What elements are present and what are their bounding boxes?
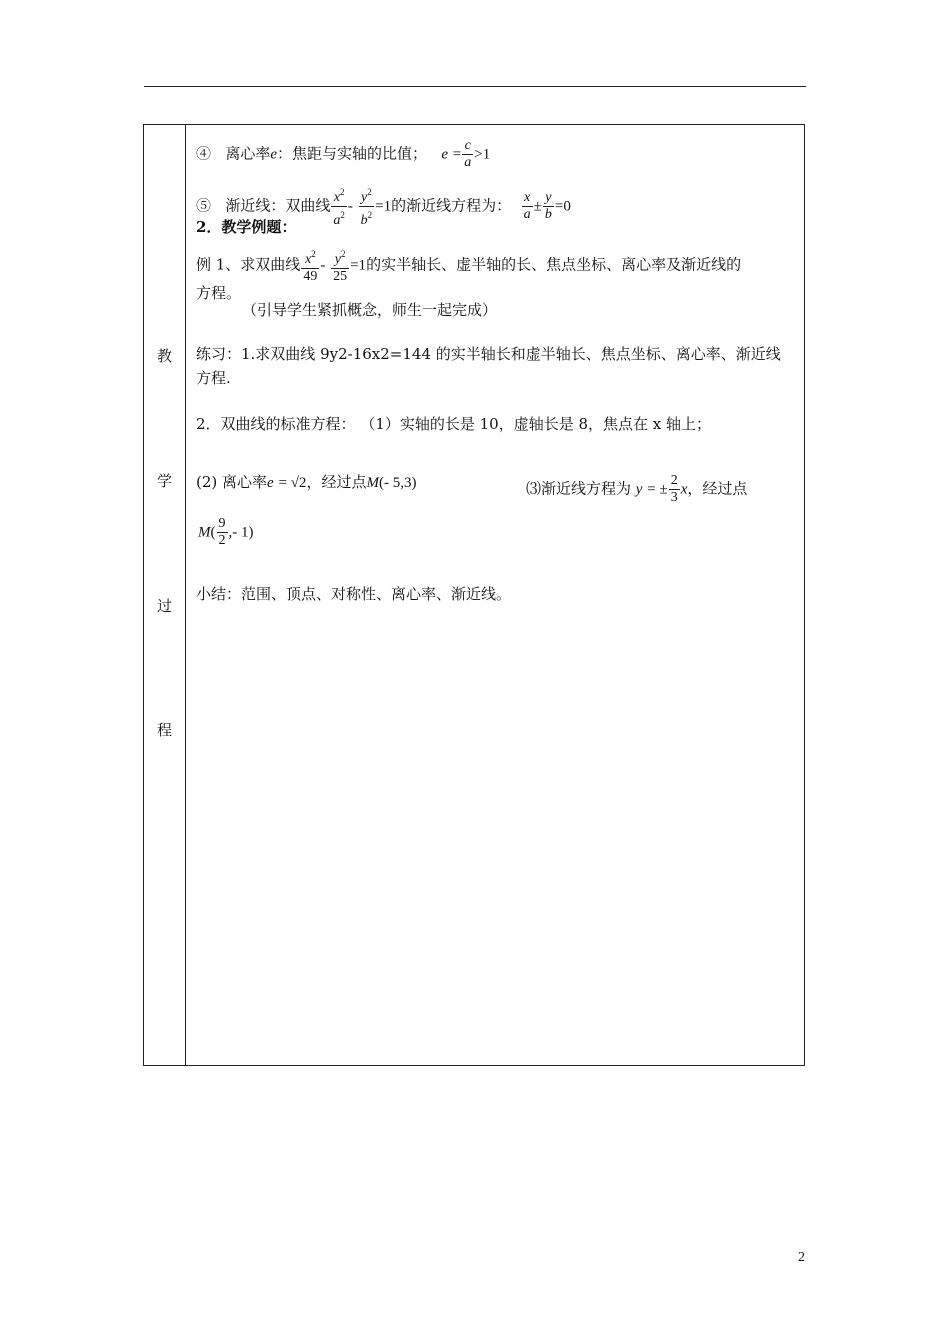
example-1-note: （引导学生紧抓概念，师生一起完成） xyxy=(242,301,498,319)
practice-2b-line: (2) 离心率e = √2，经过点M(- 5,3) xyxy=(196,473,417,491)
practice-2c-line: ⑶渐近线方程为 y = ± $\frac{2}{3}$ x，经过点 xyxy=(526,473,748,505)
side-label-char: 学 xyxy=(156,472,172,490)
side-label-char: 教 xyxy=(156,347,172,365)
examples-heading: 2．教学例题： xyxy=(196,218,297,236)
page-number: 2 xyxy=(798,1250,805,1265)
eccentricity-line: ④ 离心率e：焦距与实轴的比值； e = $\frac{c}{a}$ >1 xyxy=(196,138,491,170)
example-1-cont: 方程。 xyxy=(196,284,242,302)
side-label-char: 过 xyxy=(156,597,172,615)
practice-2c-point: M( $\frac{9}{2}$ ,- 1) xyxy=(198,516,254,548)
side-label-char: 程 xyxy=(156,721,172,739)
asymptote-line: ⑤ 渐近线：双曲线 $\frac{x^2}{a^2}$ - $\frac{y^2}{b^2}$ =1的渐近线方程为： $\frac{x}{a}$ ± $\frac{y}{b}$ =0 xyxy=(196,184,571,229)
summary-line: 小结：范围、顶点、对称性、离心率、渐近线。 xyxy=(196,585,512,603)
practice-1-cont: 方程. xyxy=(196,369,231,387)
fraction-c-over-a: $\frac{c}{a}$ xyxy=(464,138,472,170)
header-rule xyxy=(144,86,806,87)
example-1-line: 例 1、求双曲线 $\frac{x^2}{49}$ - $\frac{y^2}{25}$ =1的实半轴长、虚半轴的长、焦点坐标、离心率及渐近线的 xyxy=(196,246,741,285)
column-divider xyxy=(185,125,186,1065)
practice-1-line: 练习：1.求双曲线 9y2-16x2=144 的实半轴长和虚半轴长、焦点坐标、离心率、渐近线 xyxy=(196,345,781,363)
practice-2-line: 2．双曲线的标准方程： （1）实轴的长是 10，虚轴长是 8，焦点在 x 轴上； xyxy=(196,415,712,433)
